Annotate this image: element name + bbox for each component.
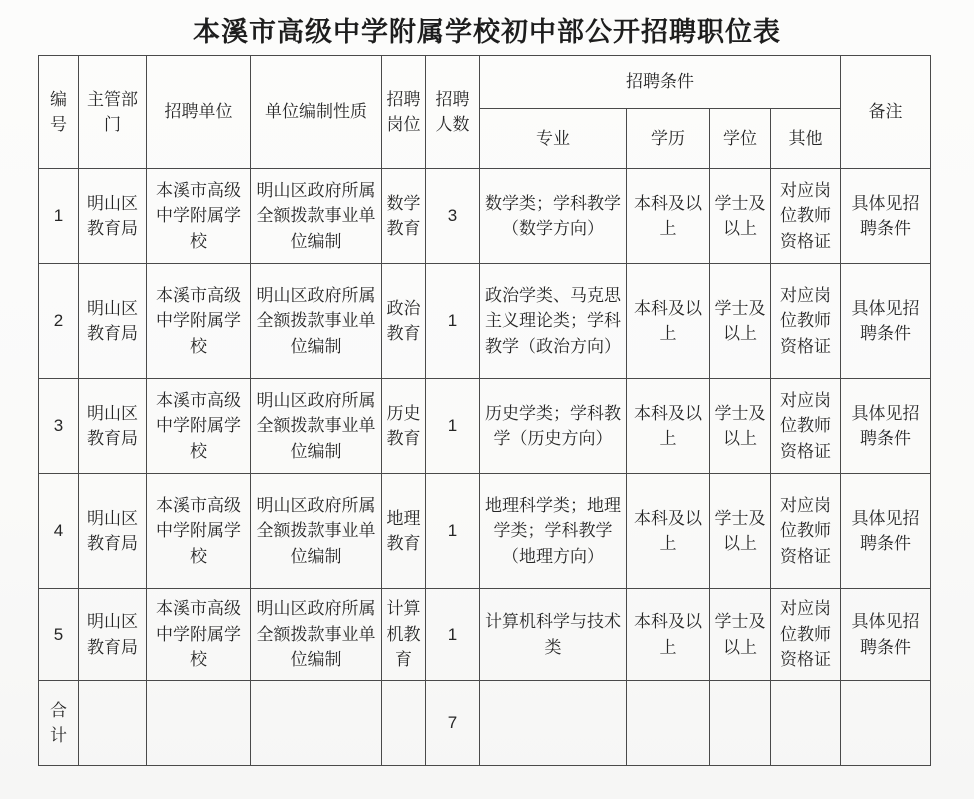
cell-position: 政治教育 [382,264,426,379]
cell-nature: 明山区政府所属全额拨款事业单位编制 [251,474,382,589]
cell-remark: 具体见招聘条件 [841,589,931,681]
page-title: 本溪市高级中学附属学校初中部公开招聘职位表 [193,17,781,47]
header-count: 招聘人数 [426,56,480,169]
cell-degree: 学士及以上 [710,474,771,589]
cell-position: 计算机教育 [382,589,426,681]
cell-remark: 具体见招聘条件 [841,474,931,589]
table-row [39,169,931,264]
cell-empty [841,681,931,766]
cell-degree: 学士及以上 [710,264,771,379]
cell-empty [627,681,710,766]
cell-nature: 明山区政府所属全额拨款事业单位编制 [251,264,382,379]
cell-other: 对应岗位教师资格证 [771,264,841,379]
cell-empty [382,681,426,766]
header-education: 学历 [627,109,710,169]
cell-count: 1 [426,474,480,589]
cell-nature: 明山区政府所属全额拨款事业单位编制 [251,589,382,681]
cell-position: 地理教育 [382,474,426,589]
cell-number: 3 [39,379,79,474]
table-row [39,379,931,474]
cell-empty [771,681,841,766]
cell-major: 计算机科学与技术类 [480,589,627,681]
cell-empty [710,681,771,766]
cell-nature: 明山区政府所属全额拨款事业单位编制 [251,169,382,264]
cell-unit: 本溪市高级中学附属学校 [147,169,251,264]
cell-count: 1 [426,589,480,681]
header-major: 专业 [480,109,627,169]
cell-education: 本科及以上 [627,379,710,474]
header-nature: 单位编制性质 [251,56,382,169]
cell-number: 2 [39,264,79,379]
cell-education: 本科及以上 [627,264,710,379]
cell-total-count: 7 [426,681,480,766]
total-row [39,681,931,766]
cell-major: 地理科学类；地理学类；学科教学（地理方向） [480,474,627,589]
table-header [39,56,931,169]
table-row [39,589,931,681]
cell-other: 对应岗位教师资格证 [771,589,841,681]
cell-education: 本科及以上 [627,589,710,681]
cell-degree: 学士及以上 [710,379,771,474]
cell-unit: 本溪市高级中学附属学校 [147,474,251,589]
cell-degree: 学士及以上 [710,589,771,681]
cell-department: 明山区教育局 [79,474,147,589]
cell-nature: 明山区政府所属全额拨款事业单位编制 [251,379,382,474]
cell-department: 明山区教育局 [79,379,147,474]
table-body [39,169,931,766]
header-number: 编号 [39,56,79,169]
cell-total-label: 合计 [39,681,79,766]
cell-unit: 本溪市高级中学附属学校 [147,264,251,379]
cell-other: 对应岗位教师资格证 [771,474,841,589]
cell-number: 5 [39,589,79,681]
table-row [39,474,931,589]
cell-remark: 具体见招聘条件 [841,379,931,474]
header-remark: 备注 [841,56,931,169]
header-other: 其他 [771,109,841,169]
cell-unit: 本溪市高级中学附属学校 [147,379,251,474]
cell-other: 对应岗位教师资格证 [771,169,841,264]
cell-major: 政治学类、马克思主义理论类；学科教学（政治方向） [480,264,627,379]
header-row-top [39,56,931,109]
cell-number: 1 [39,169,79,264]
cell-department: 明山区教育局 [79,589,147,681]
cell-unit: 本溪市高级中学附属学校 [147,589,251,681]
cell-education: 本科及以上 [627,169,710,264]
cell-count: 1 [426,379,480,474]
recruitment-table [38,55,931,766]
cell-position: 历史教育 [382,379,426,474]
cell-count: 1 [426,264,480,379]
cell-empty [251,681,382,766]
cell-position: 数学教育 [382,169,426,264]
table-row [39,264,931,379]
cell-empty [480,681,627,766]
cell-major: 历史学类；学科教学（历史方向） [480,379,627,474]
cell-major: 数学类；学科教学（数学方向） [480,169,627,264]
header-unit: 招聘单位 [147,56,251,169]
header-department: 主管部门 [79,56,147,169]
cell-remark: 具体见招聘条件 [841,169,931,264]
cell-number: 4 [39,474,79,589]
cell-department: 明山区教育局 [79,169,147,264]
header-conditions-group: 招聘条件 [480,56,841,109]
cell-remark: 具体见招聘条件 [841,264,931,379]
cell-degree: 学士及以上 [710,169,771,264]
cell-other: 对应岗位教师资格证 [771,379,841,474]
header-position: 招聘岗位 [382,56,426,169]
cell-empty [147,681,251,766]
header-degree: 学位 [710,109,771,169]
cell-department: 明山区教育局 [79,264,147,379]
cell-empty [79,681,147,766]
cell-education: 本科及以上 [627,474,710,589]
cell-count: 3 [426,169,480,264]
